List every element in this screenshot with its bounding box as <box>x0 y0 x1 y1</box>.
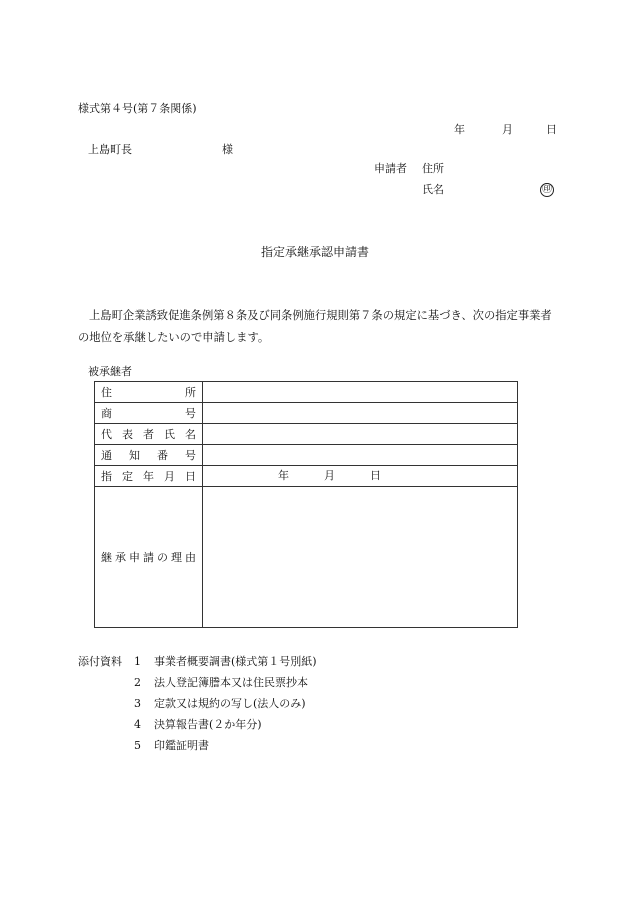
row-value-designation-date[interactable] <box>203 466 518 487</box>
row-label <box>95 382 203 403</box>
row-label <box>95 445 203 466</box>
predecessor-table <box>94 381 518 628</box>
attachment-text: 法人登記簿謄本又は住民票抄本 <box>154 676 308 689</box>
designation-day-label: 日 <box>370 469 381 482</box>
attachment-text: 定款又は規約の写し(法人のみ) <box>154 697 306 710</box>
attachment-number: 3 <box>134 697 141 710</box>
attachment-number: 1 <box>134 655 141 668</box>
designation-month-label: 月 <box>324 469 335 482</box>
attachment-number: 2 <box>134 676 141 689</box>
row-label <box>95 424 203 445</box>
designation-year-label: 年 <box>278 469 289 482</box>
row-label-text: 商号 <box>101 406 196 420</box>
body-text: 上島町企業誘致促進条例第８条及び同条例施行規則第７条の規定に基づき、次の指定事業者の地位を承継したいので申請します。 <box>78 309 552 344</box>
date-year-label: 年 <box>454 123 465 136</box>
table-row <box>95 382 518 403</box>
date-day-label: 日 <box>546 123 557 136</box>
table-row <box>95 487 518 628</box>
row-value-representative[interactable] <box>203 424 518 445</box>
row-label-text: 通知番号 <box>101 448 196 462</box>
row-label <box>95 487 203 628</box>
row-label <box>95 403 203 424</box>
applicant-address-label: 住所 <box>422 162 444 175</box>
attachment-text: 決算報告書(２か年分) <box>154 718 262 731</box>
honorific-label: 様 <box>222 143 233 156</box>
attachment-number: 4 <box>134 718 141 731</box>
attachment-number: 5 <box>134 739 141 752</box>
row-value-notice-number[interactable] <box>203 445 518 466</box>
addressee <box>88 143 233 156</box>
row-label-text: 住所 <box>101 385 196 399</box>
row-value-reason[interactable] <box>203 487 518 628</box>
row-label-text: 継承申請の理由 <box>101 550 196 564</box>
row-label <box>95 466 203 487</box>
table-row <box>95 445 518 466</box>
predecessor-label: 被承継者 <box>88 365 132 378</box>
table-row <box>95 466 518 487</box>
attachment-text: 事業者概要調書(様式第１号別紙) <box>154 655 317 668</box>
attachments-title: 添付資料 <box>78 655 122 668</box>
applicant-label: 申請者 <box>374 162 407 175</box>
applicant-name-label: 氏名 <box>422 183 444 196</box>
row-label-text: 指定年月日 <box>101 469 196 483</box>
attachment-text: 印鑑証明書 <box>154 739 209 752</box>
date-month-label: 月 <box>502 123 513 136</box>
row-value-trade-name[interactable] <box>203 403 518 424</box>
seal-mark: ㊞ <box>542 184 552 195</box>
table-row <box>95 403 518 424</box>
form-label: 様式第４号(第７条関係) <box>78 102 197 115</box>
row-label-text: 代表者氏名 <box>101 427 196 441</box>
document-title: 指定承継承認申請書 <box>260 245 369 259</box>
row-value-address[interactable] <box>203 382 518 403</box>
mayor-label: 上島町長 <box>88 143 132 156</box>
table-row <box>95 424 518 445</box>
